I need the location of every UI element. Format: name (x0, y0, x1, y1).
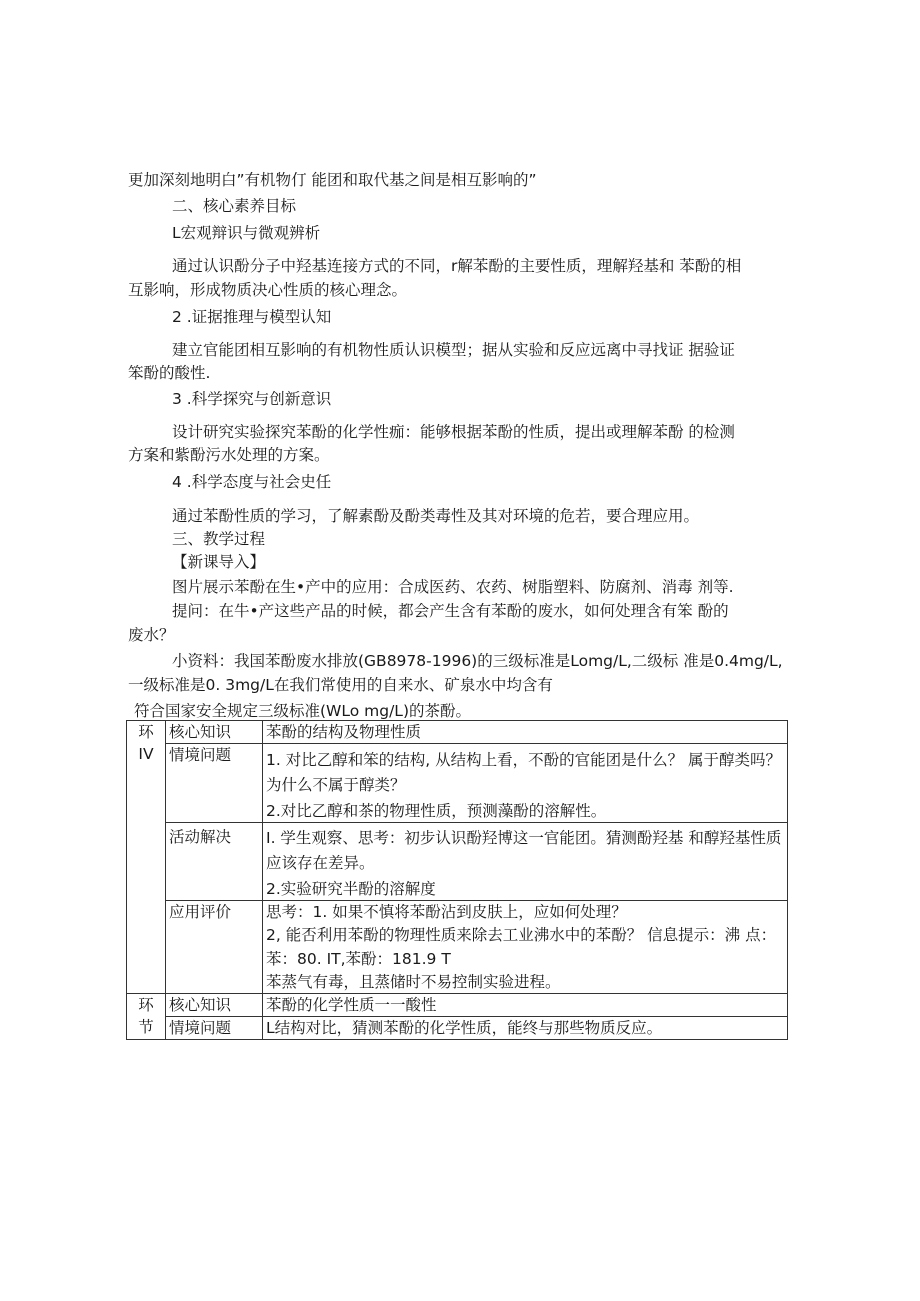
subheading-4: 4 .科学态度与社会史任 (172, 473, 332, 491)
para-intro: 更加深刻地明白”有机物仃 能团和取代基之间是相互影响的” (128, 171, 537, 189)
row-content (263, 721, 788, 744)
table-row (127, 901, 788, 994)
lesson-table (126, 720, 788, 1040)
para-info-l3: 符合国家安全规定三级标准(WLo mg/L)的茶酚。 (134, 702, 471, 720)
para-goal1-l1: 通过认识酚分子中羟基连接方式的不同，r解苯酚的主要性质，理解羟基和 苯酚的相 (172, 257, 742, 275)
heading-teaching-process: 三、教学过程 (172, 530, 266, 548)
content-line: 苯酚的化学性质一一酸性 (266, 996, 437, 1014)
row-label: 应用评价 (166, 901, 263, 994)
stage-label: 环 (138, 996, 154, 1014)
row-label: 情境问题 (166, 1017, 263, 1040)
subheading-1: L宏观辩识与微观辨析 (172, 224, 321, 242)
content-line: 苯酚的结构及物理性质 (266, 723, 422, 741)
para-info-l2: 一级标准是0. 3mg/L在我们常使用的自来水、矿泉水中均含有 (128, 676, 553, 694)
subheading-2: 2 .证据推理与模型认知 (172, 308, 332, 326)
subheading-3: 3 .科学探究与创新意识 (172, 390, 332, 408)
content-line: I. 学生观察、思考：初步认识酚羟博这一官能团。猜测酚羟基 和醇羟基性质应该存在差异。 (266, 829, 782, 872)
stage-label: 环 (138, 723, 154, 741)
para-question-l2: 废水？ (128, 626, 175, 644)
para-goal1-l2: 互影响，形成物质决心性质的核心理念。 (128, 281, 408, 299)
row-content (263, 744, 788, 823)
stage-label: 节 (138, 1018, 154, 1036)
table-row (127, 1017, 788, 1040)
row-content (263, 823, 788, 901)
row-content (263, 994, 788, 1017)
content-line: L结构对比，猜测苯酚的化学性质，能终与那些物质反应。 (266, 1019, 663, 1037)
heading-new-lesson: 【新课导入】 (172, 553, 266, 571)
row-content (263, 901, 788, 994)
row-label: 核心知识 (166, 994, 263, 1017)
table-row (127, 744, 788, 823)
content-line: 2, 能否利用苯酚的物理性质来除去工业沸水中的苯酚？ 信息提示：沸 点：苯：80. IT,苯酚：181.9 T (266, 926, 777, 968)
para-goal2-l2: 笨酚的酸性. (128, 364, 211, 382)
row-label: 情境问题 (166, 744, 263, 823)
para-intro-image: 图片展示苯酚在生•产中的应用：合成医药、农药、树脂塑料、防腐剂、消毒 剂等. (172, 578, 734, 596)
para-goal3-l1: 设计研究实验探究苯酚的化学性痂：能够根据苯酚的性质，提出或理解苯酚 的检测 (172, 423, 735, 441)
table-row (127, 721, 788, 744)
stage-label: IV (138, 745, 154, 763)
content-line: 2.对比乙醇和茶的物理性质，预测藻酚的溶解性。 (266, 802, 607, 820)
content-line: 苯蒸气有毒，且蒸储时不易控制实验进程。 (266, 973, 561, 991)
table-row (127, 823, 788, 901)
row-content (263, 1017, 788, 1040)
row-label: 核心知识 (166, 721, 263, 744)
para-question-l1: 提问：在牛•产这些产品的时候，都会产生含有苯酚的废水，如何处理含有笨 酚的 (172, 602, 729, 620)
content-line: 2.实验研究半酚的溶解度 (266, 880, 436, 898)
heading-core-goals: 二、核心素养目标 (172, 197, 297, 215)
para-goal4: 通过苯酚性质的学习，了解素酚及酚类毒性及其对环境的危若，要合理应用。 (172, 507, 700, 525)
para-goal2-l1: 建立官能团相互影响的有机物性质认识模型；据从实验和反应远离中寻找证 据验证 (172, 341, 735, 359)
content-line: 思考：1. 如果不慎将苯酚沾到皮肤上，应如何处理？ (266, 903, 627, 921)
para-info-l1: 小资料：我国苯酚废水排放(GB8978-1996)的三级标准是Lomg/L,二级标 准是0.4mg/L, (172, 652, 783, 670)
stage-cell-1 (127, 721, 166, 994)
table-row (127, 994, 788, 1017)
row-label: 活动解决 (166, 823, 263, 901)
para-goal3-l2: 方案和紫酚污水处理的方案。 (128, 446, 330, 464)
stage-cell-2 (127, 994, 166, 1040)
content-line: 1. 对比乙醇和笨的结构, 从结构上看，不酚的官能团是什么？ 属于醇类吗？为什么不属于醇类？ (266, 751, 781, 794)
